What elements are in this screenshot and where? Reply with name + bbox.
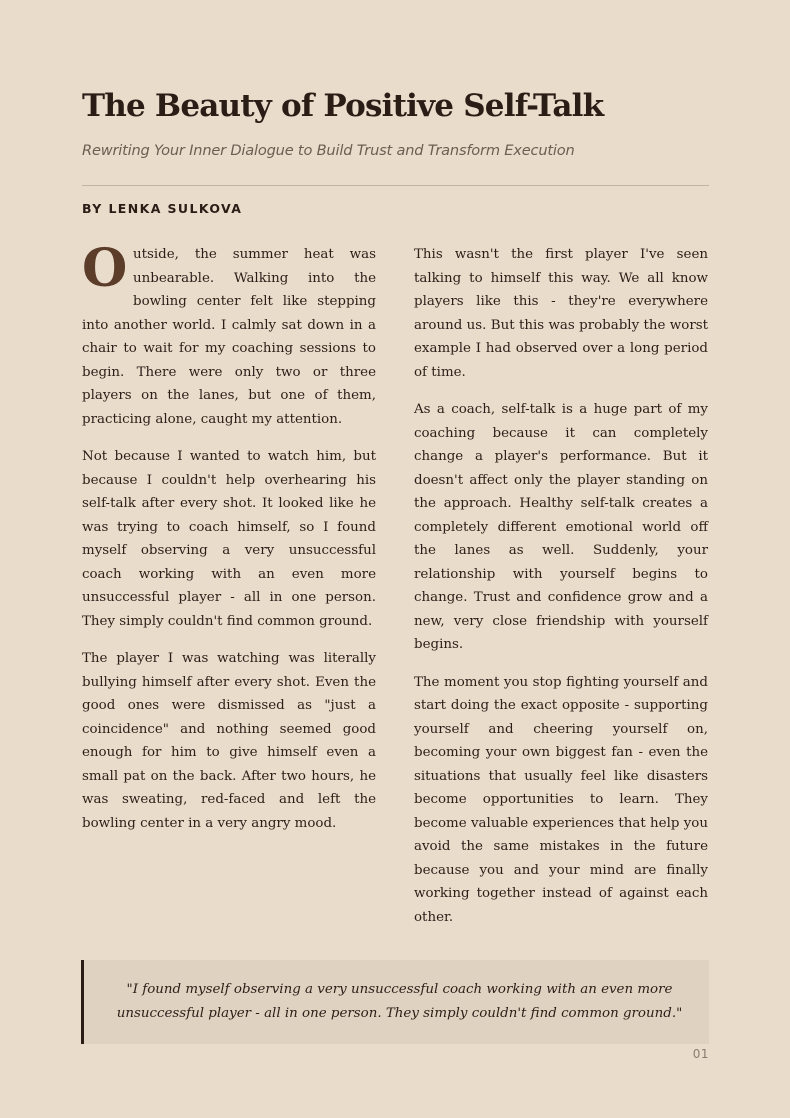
- paragraph-text: utside, the summer heat was unbearable. Walking into the bowling center felt like stepping into another world. I calmly sat down in a chair to wait for my coaching sessions to begin. There were only two or three players on the lanes, but one of them, practicing alone, caught my attention.: [82, 247, 376, 427]
- article-title: The Beauty of Positive Self-Talk: [82, 88, 604, 124]
- article-page: [82, 0, 709, 1118]
- paragraph: As a coach, self-talk is a huge part of my coaching because it can completely change a player's performance. But it doesn't affect only the player standing on the approach. Healthy self-talk creates a completely different emotional world off the lanes as well. Suddenly, your relationship with yourself begins to change. Trust and confidence grow and a new, very close friendship with yourself begins.: [414, 402, 708, 652]
- left-column: [82, 238, 376, 849]
- paragraph: Not because I wanted to watch him, but because I couldn't help overhearing his self-talk after every shot. It looked like he was trying to coach himself, so I found myself observing a very unsuccessful coach working with an even more unsuccessful player - all in one person. They simply couldn't find common ground.: [82, 449, 376, 629]
- article-subtitle: Rewriting Your Inner Dialogue to Build Trust and Transform Execution: [82, 142, 575, 159]
- drop-cap: O: [82, 238, 128, 299]
- page-number: 01: [692, 1047, 709, 1061]
- paragraph: This wasn't the first player I've seen talking to himself this way. We all know players like this - they're everywhere around us. But this was probably the worst example I had observed over a long period of time.: [414, 247, 708, 380]
- paragraph: The player I was watching was literally bullying himself after every shot. Even the good ones were dismissed as "just a coincidence" and nothing seemed good enough for him to give himself even a small pat on the back. After two hours, he was sweating, red-faced and left the bowling center in a very angry mood.: [82, 651, 376, 831]
- right-column: [414, 243, 708, 943]
- byline: BY LENKA SULKOVA: [82, 201, 243, 216]
- pull-quote-text: "I found myself observing a very unsuccessful coach working with an even more unsuccessful player - all in one person. They simply couldn't find common ground.": [116, 982, 683, 1021]
- paragraph: [82, 238, 376, 431]
- paragraph: The moment you stop fighting yourself and start doing the exact opposite - supporting yourself and cheering yourself on, becoming your own biggest fan - even the situations that usually feel like disasters become opportunities to learn. They become valuable experiences that help you avoid the same mistakes in the future because you and your mind are finally working together instead of against each other.: [414, 674, 708, 925]
- divider: [82, 185, 709, 186]
- pull-quote: [81, 960, 709, 1044]
